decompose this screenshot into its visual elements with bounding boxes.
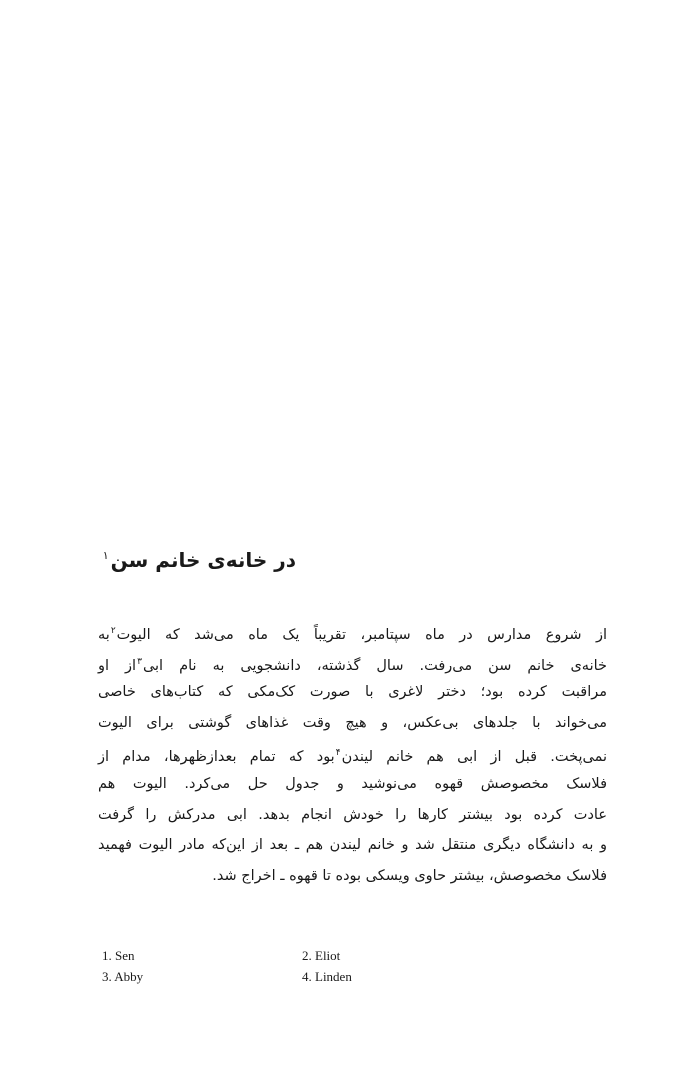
footnote-row bbox=[102, 966, 502, 987]
footnote-row bbox=[102, 945, 502, 966]
paragraph-text: و به دانشگاه دیگری منتقل شد و خانم لیندن هم ـ بعد از این‌که مادر الیوت فهمید bbox=[98, 837, 607, 854]
paragraph-text: مراقبت کرده بود؛ دختر لاغری با صورت کک‌مکی که کتاب‌های خاصی bbox=[98, 684, 607, 701]
paragraph-line bbox=[98, 769, 607, 800]
paragraph-line bbox=[98, 708, 607, 739]
chapter-footnote-marker: ۱ bbox=[102, 549, 109, 562]
paragraph-line bbox=[98, 647, 607, 678]
paragraph-line bbox=[98, 830, 607, 861]
paragraph-text: از او bbox=[98, 657, 137, 674]
footnote-reference: ۴ bbox=[335, 748, 341, 759]
paragraph-line bbox=[98, 616, 607, 647]
paragraph-text: بود که تمام بعدازظهرها، مدام از bbox=[98, 749, 335, 766]
footnote-reference: ۲ bbox=[110, 626, 116, 636]
paragraph-text: نمی‌پخت. قبل از ابی هم خانم لیندن bbox=[341, 749, 607, 766]
paragraph-line bbox=[98, 861, 607, 892]
paragraph-line bbox=[98, 738, 607, 769]
footnote-item: 3. Abby bbox=[102, 969, 144, 984]
chapter-paragraph bbox=[98, 616, 607, 891]
footnote-item: 2. Eliot bbox=[302, 948, 341, 963]
paragraph-text: خانه‌ی خانم سن می‌رفت. سال گذشته، دانشجویی به نام ابی bbox=[142, 657, 608, 674]
paragraph-line bbox=[98, 677, 607, 708]
paragraph-text: فلاسک مخصوصش قهوه می‌نوشید و جدول حل می‌کرد. الیوت هم bbox=[98, 775, 607, 792]
paragraph-text: از شروع مدارس در ماه سپتامبر، تقریباً یک ماه می‌شد که الیوت bbox=[116, 627, 607, 643]
footnote-item: 4. Linden bbox=[302, 969, 352, 984]
chapter-title-text: در خانه‌ی خانم سن bbox=[110, 548, 296, 572]
paragraph-line bbox=[98, 800, 607, 831]
paragraph-text: عادت کرده بود بیشتر کارها را خودش انجام بدهد. ابی مدرکش را گرفت bbox=[98, 806, 607, 823]
paragraph-text: به bbox=[98, 627, 110, 643]
footnote-item: 1. Sen bbox=[102, 948, 135, 963]
paragraph-text: می‌خواند با جلدهای بی‌عکس، و هیچ وقت غذاهای گوشتی برای الیوت bbox=[98, 714, 607, 731]
paragraph-text: فلاسک مخصوصش، بیشتر حاوی ویسکی بوده تا قهوه ـ اخراج شد. bbox=[212, 867, 607, 884]
chapter-title bbox=[103, 548, 296, 572]
footnotes bbox=[102, 945, 502, 987]
footnote-reference: ۳ bbox=[137, 656, 142, 667]
